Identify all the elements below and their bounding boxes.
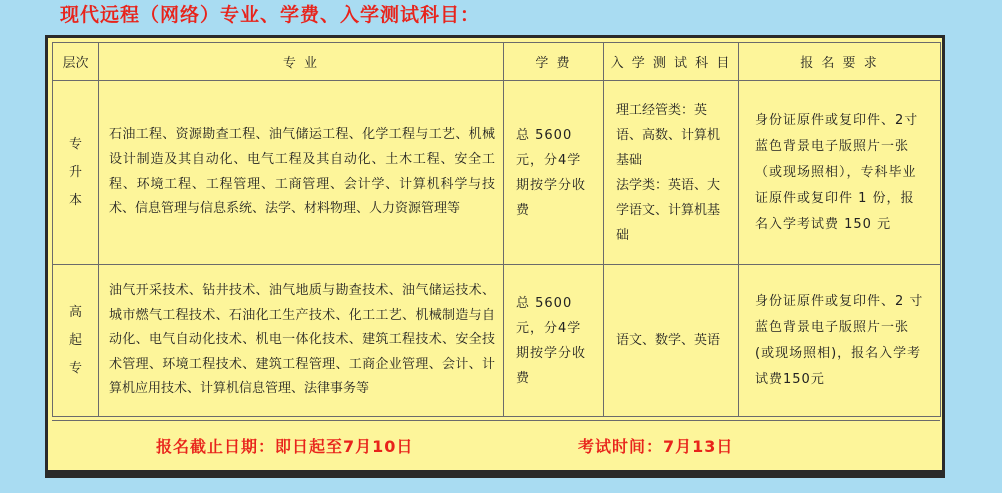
subjects-cell [604, 81, 739, 265]
program-table [52, 42, 941, 417]
level-cell [53, 265, 99, 417]
exam-time: 考试时间：7月13日 [578, 437, 734, 456]
majors-cell: 石油工程、资源勘查工程、油气储运工程、化学工程与工艺、机械设计制造及其自动化、电气工程及其自动化、土木工程、安全工程、环境工程、工程管理、工商管理、会计学、计算机科学与技术、信息管理与信息系统、法学、材料物理、人力资源管理等 [99, 81, 504, 265]
header-row [53, 43, 941, 81]
page-title: 现代远程（网络）专业、学费、入学测试科目： [60, 4, 481, 26]
frame-shadow [45, 470, 945, 478]
subjects-cell: 语文、数学、英语 [604, 265, 739, 417]
requirements-cell: 身份证原件或复印件、2寸蓝色背景电子版照片一张（或现场照相），专科毕业证原件或复印件 1 份，报名入学考试费 150 元 [739, 81, 941, 265]
fee-cell: 总 5600元，分4学期按学分收费 [504, 81, 604, 265]
header-requirements: 报 名 要 求 [739, 43, 941, 81]
level-char: 专 [68, 136, 82, 152]
header-subjects: 入 学 测 试 科 目 [604, 43, 739, 81]
level-char: 起 [68, 332, 82, 348]
header-major: 专 业 [99, 43, 504, 81]
majors-cell: 油气开采技术、钻井技术、油气地质与勘查技术、油气储运技术、城市燃气工程技术、石油化工生产技术、化工工艺、机械制造与自动化、电气自动化技术、机电一体化技术、建筑工程技术、安全技术管理、环境工程技术、建筑工程管理、工商企业管理、会计、计算机应用技术、计算机信息管理、法律事务等 [99, 265, 504, 417]
footer-bar [52, 420, 940, 469]
registration-deadline: 报名截止日期：即日起至7月10日 [156, 437, 414, 456]
level-char: 专 [68, 360, 82, 376]
level-char: 高 [68, 304, 82, 320]
requirements-cell: 身份证原件或复印件、2 寸蓝色背景电子版照片一张(或现场照相)，报名入学考试费150元 [739, 265, 941, 417]
header-level: 层次 [53, 43, 99, 81]
level-char: 本 [68, 192, 82, 208]
subjects-text: 理工经管类：英语、高数、计算机基础 法学类：英语、大学语文、计算机基础 [616, 102, 721, 243]
header-fee: 学 费 [504, 43, 604, 81]
level-cell [53, 81, 99, 265]
table-row [53, 265, 941, 417]
fee-cell: 总 5600元，分4学期按学分收费 [504, 265, 604, 417]
level-char: 升 [68, 164, 82, 180]
table-row [53, 81, 941, 265]
